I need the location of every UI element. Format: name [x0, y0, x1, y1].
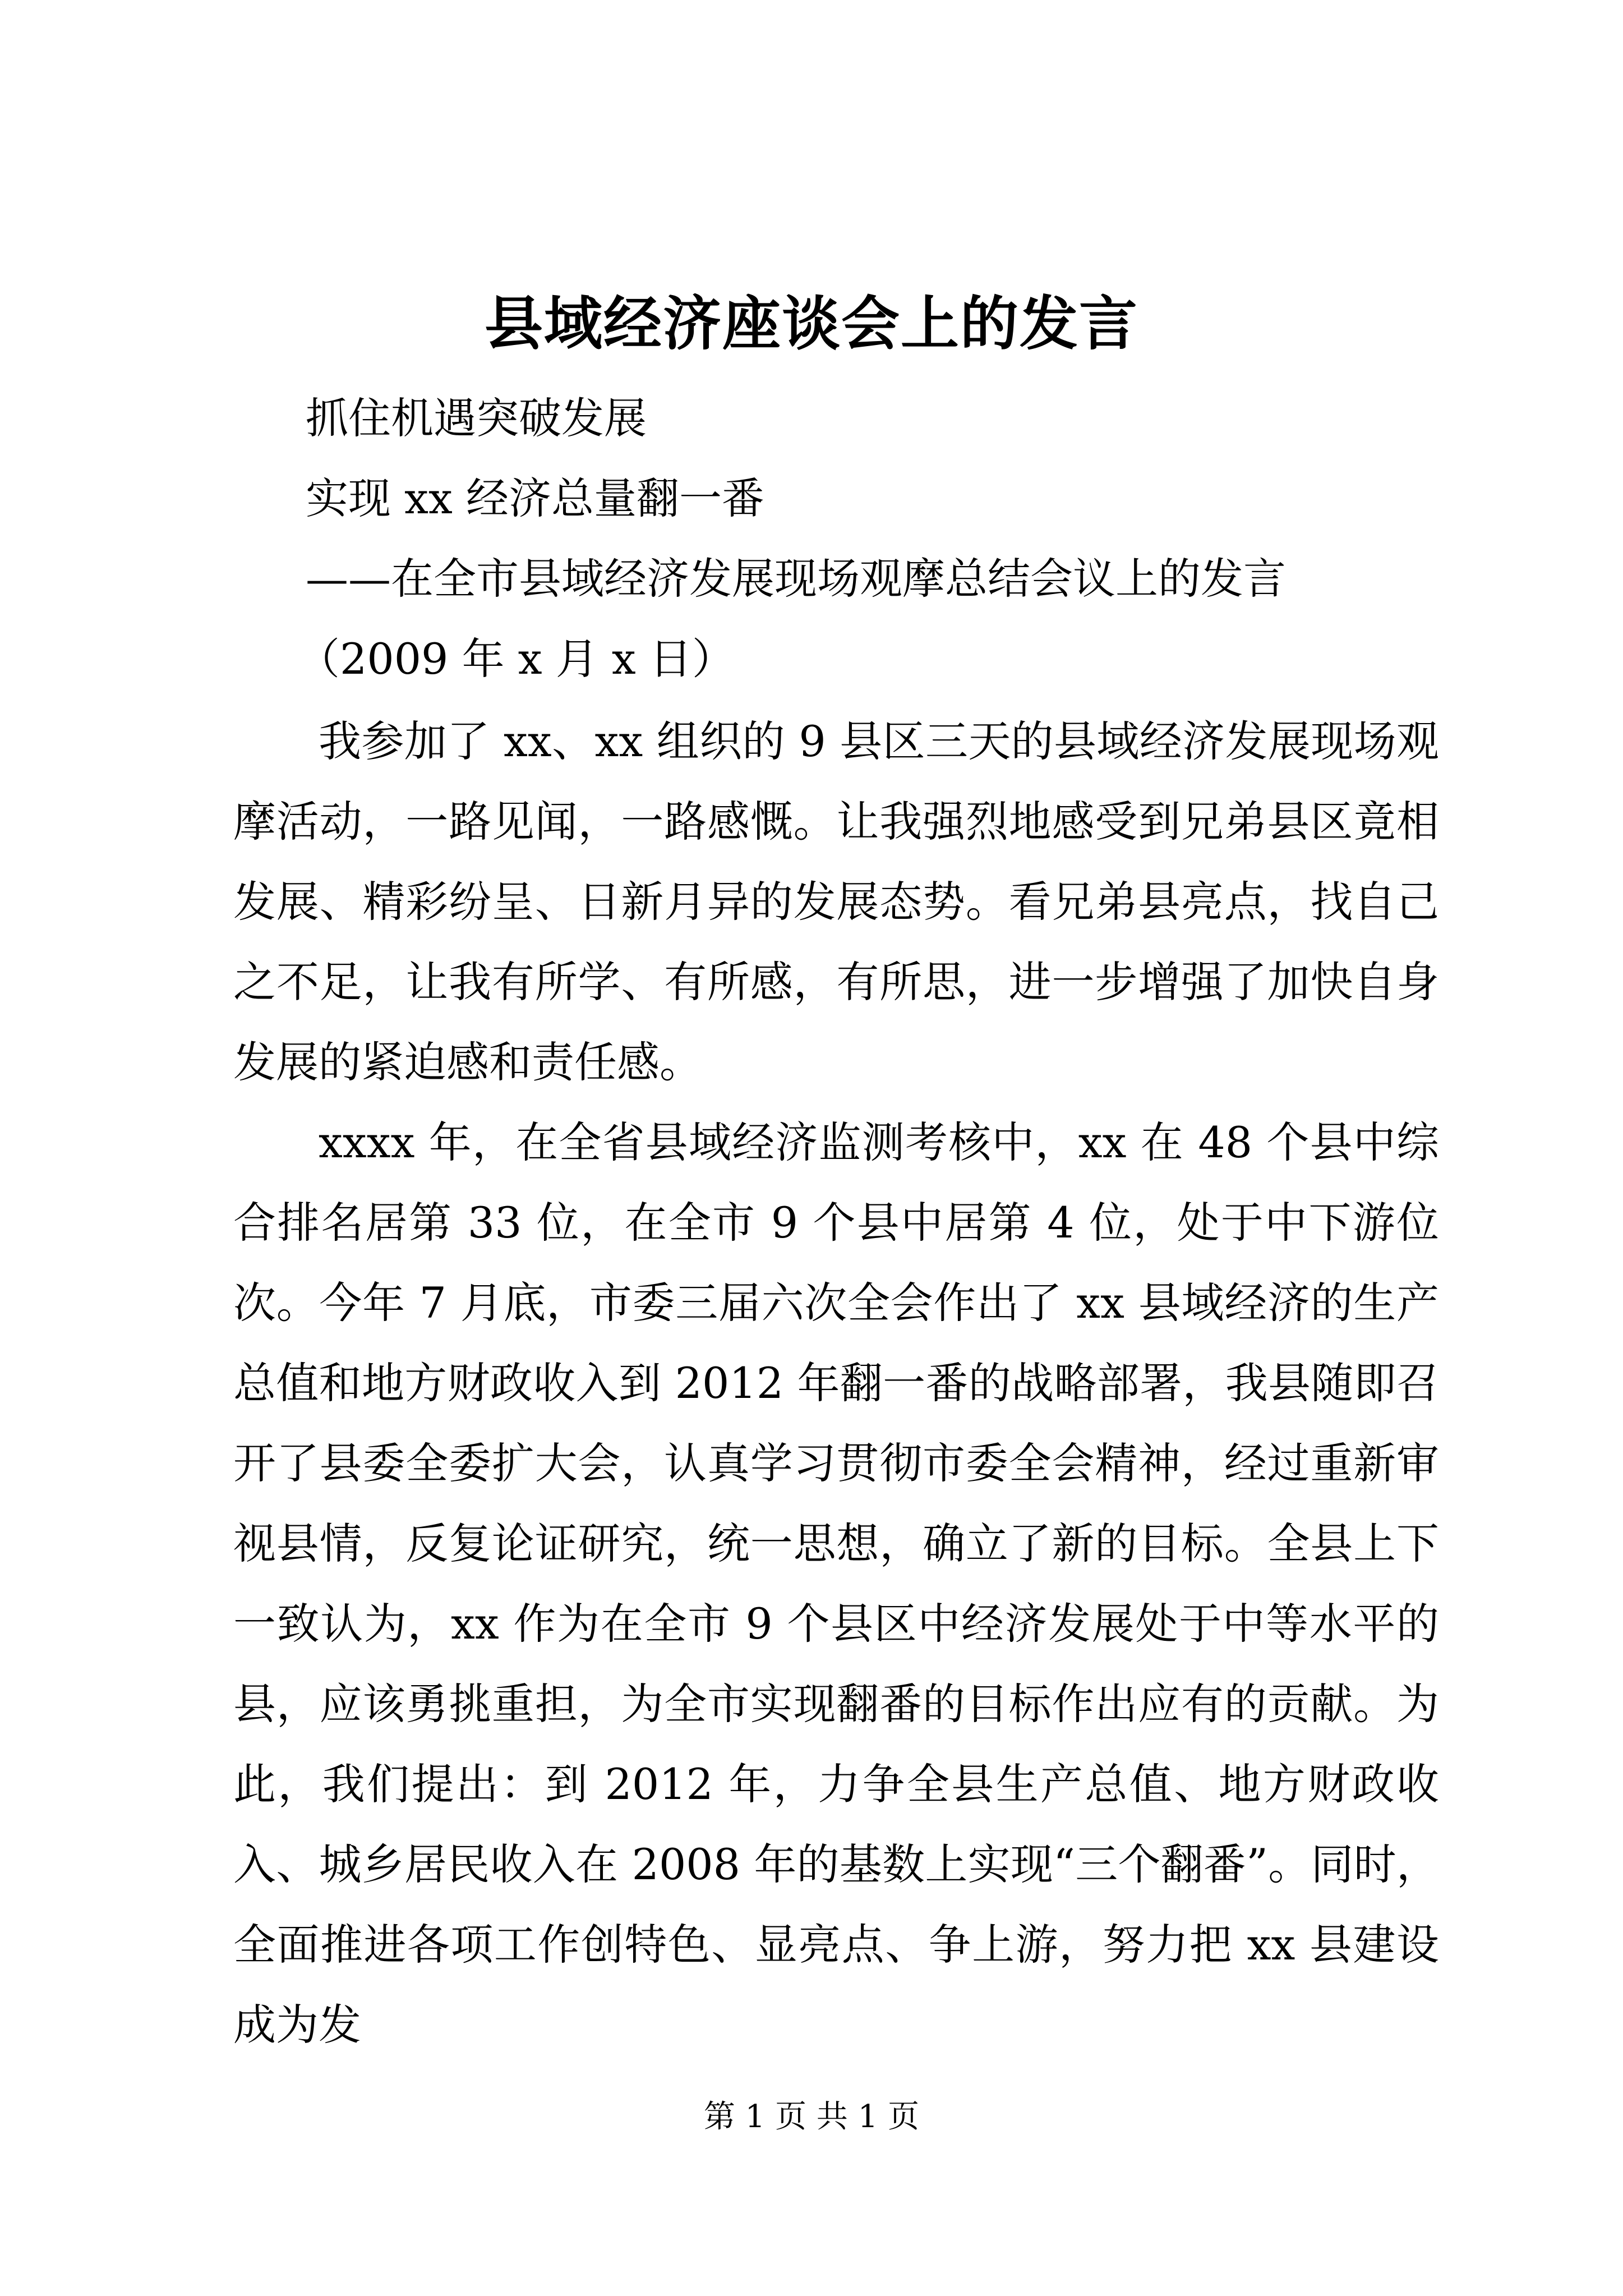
date-line: （2009 年 x 月 x 日）: [297, 634, 735, 684]
subtitle-line-1: 抓住机遇突破发展: [306, 393, 647, 443]
paragraph-2: xxxx 年，在全省县域经济监测考核中，xx 在 48 个县中综合排名居第 33 位，在全市 9 个县中居第 4 位，处于中下游位次。今年 7 月底，市委三届六次全会作出了 xx 县域经济的生产总值和地方财政收入到 2012 年翻一番的战略部署，我县随即召开了县委全委扩大会，认真学习贯彻市委全会精神，经过重新审视县情，反复论证研究，统一思想，确立了新的目标。全县上下一致认为，xx 作为在全市 9 个县区中经济发展处于中等水平的县，应该勇挑重担，为全市实现翻番的目标作出应有的贡献。为此，我们提出：到 2012 年，力争全县生产总值、地方财政收入、城乡居民收入在 2008 年的基数上实现“三个翻番”。同时，全面推进各项工作创特色、显亮点、争上游，努力把 xx 县建设成为发: [233, 1117, 1439, 2050]
document-title: 县域经济座谈会上的发言: [484, 289, 1138, 358]
paragraph-1: 我参加了 xx、xx 组织的 9 县区三天的县域经济发展现场观摩活动，一路见闻，一路感慨。让我强烈地感受到兄弟县区竟相发展、精彩纷呈、日新月异的发展态势。看兄弟县亮点，找自己之不足，让我有所学、有所感，有所思，进一步增强了加快自身发展的紧迫感和责任感。: [233, 716, 1439, 1087]
subtitle-line-3: ——在全市县域经济发展现场观摩总结会议上的发言: [306, 554, 1286, 604]
page-footer: 第 1 页 共 1 页: [703, 2099, 920, 2135]
subtitle-line-2: 实现 xx 经济总量翻一番: [306, 473, 765, 523]
